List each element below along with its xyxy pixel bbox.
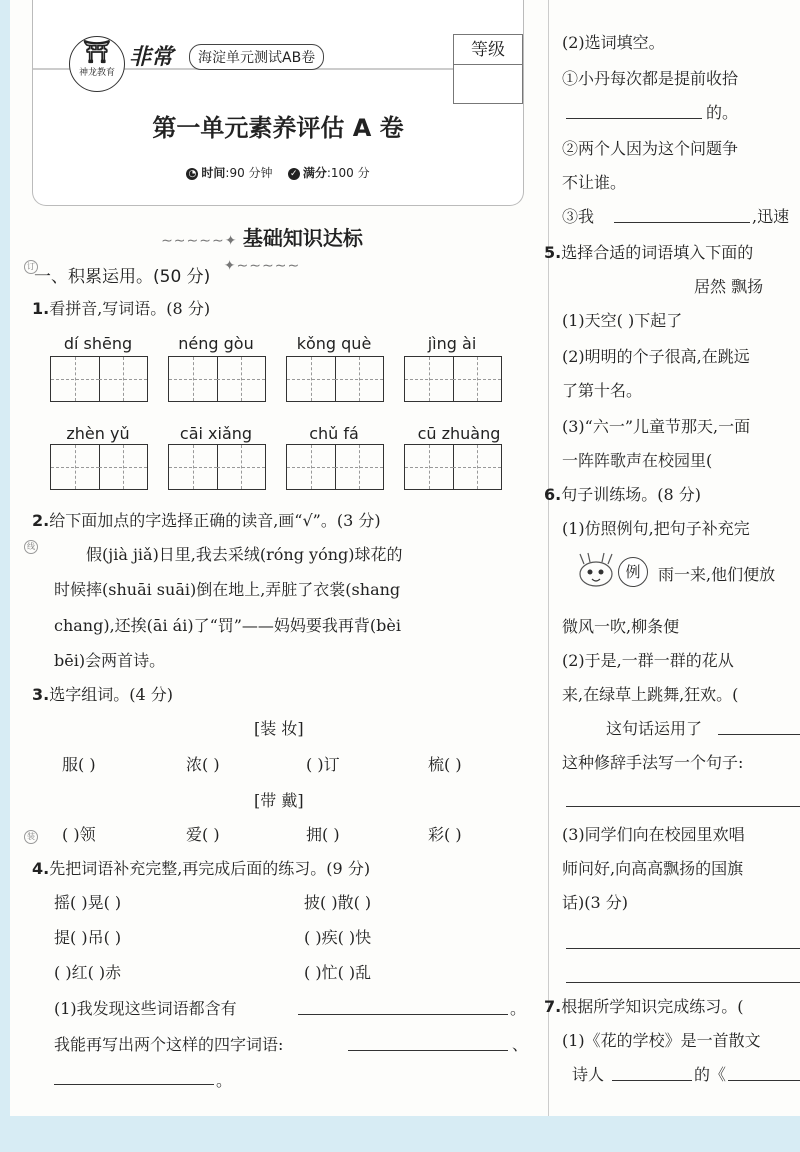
pinyin-label: dí shēng — [63, 334, 133, 353]
q5-sentence[interactable]: 一阵阵歌声在校园里( — [562, 451, 713, 470]
q4-fill-item-end: ,迅速 — [752, 207, 790, 226]
publisher-logo — [69, 36, 125, 92]
q3-text: 选字组词。(4 分) — [49, 685, 173, 704]
pinyin-label: cū zhuàng — [417, 424, 501, 443]
q7-heading — [544, 994, 743, 1017]
clock-icon: ◔ — [186, 168, 198, 180]
q6-sub: 这句话运用了 — [606, 719, 703, 738]
bottom-frame — [0, 1116, 800, 1152]
writing-grid[interactable] — [404, 444, 502, 490]
q4-fill-item-end: 的。 — [706, 103, 739, 122]
ornament-left: ∼∼∼∼∼✦ — [161, 233, 243, 249]
binding-holes — [24, 240, 36, 860]
answer-line[interactable] — [728, 1080, 800, 1081]
example-sentence: 雨一来,他们便放 — [658, 565, 776, 584]
answer-line[interactable] — [566, 948, 800, 949]
q6-sub: 来,在绿草上跳舞,狂欢。( — [562, 685, 739, 704]
q2-heading — [32, 508, 381, 531]
test-meta — [33, 164, 523, 181]
q6-sub: 这种修辞手法写一个句子: — [562, 753, 744, 772]
answer-line[interactable] — [718, 734, 800, 735]
writing-grid[interactable] — [50, 444, 148, 490]
writing-grid[interactable] — [404, 356, 502, 402]
mascot-illustration — [574, 552, 618, 590]
q4-fill-item: ②两个人因为这个问题争 — [562, 139, 739, 158]
q3-blank[interactable]: 浓( ) — [186, 755, 220, 774]
q4-blank[interactable]: 提( )吊( ) — [54, 928, 122, 947]
answer-line[interactable] — [298, 1014, 508, 1015]
q3-number: 3. — [32, 685, 50, 704]
q6-sub: 师问好,向高高飘扬的国旗 — [562, 859, 744, 878]
q5-word-bank: 居然 飘扬 — [694, 277, 764, 296]
q4-sub2-end: 。 — [216, 1071, 233, 1090]
q2-line: 假(jià jiǎ)日里,我去采绒(róng yóng)球花的 — [86, 545, 403, 564]
q2-number: 2. — [32, 511, 50, 530]
q4-blank[interactable]: ( )红( )赤 — [54, 963, 122, 982]
time-label: 时间 — [201, 166, 226, 180]
binding-hole: 订 — [24, 260, 38, 274]
q4-number: 4. — [32, 859, 50, 878]
pinyin-label: néng gòu — [178, 334, 254, 353]
q6-sub: (3)同学们向在校园里欢唱 — [562, 825, 745, 844]
answer-line[interactable] — [614, 222, 750, 223]
q4-blank[interactable]: ( )忙( )乱 — [304, 963, 372, 982]
writing-grid[interactable] — [168, 444, 266, 490]
q4-heading — [32, 856, 370, 879]
q5-sentence: 了第十名。 — [562, 381, 643, 400]
pinyin-label: jìng ài — [427, 334, 477, 353]
q1-text: 看拼音,写词语。(8 分) — [49, 299, 211, 318]
q4-blank[interactable]: 摇( )晃( ) — [54, 893, 122, 912]
q4-sub1: (1)我发现这些词语都含有 — [54, 999, 237, 1018]
binding-hole: 装 — [24, 830, 38, 844]
q5-sentence: (3)“六一”儿童节那天,一面 — [562, 417, 751, 436]
q6-number: 6. — [544, 485, 562, 504]
q3-group-label: [装 妆] — [254, 719, 304, 738]
q3-group-label: [带 戴] — [254, 791, 304, 810]
q4-sub2: 我能再写出两个这样的四字词语: — [54, 1035, 284, 1054]
q4-text: 先把词语补充完整,再完成后面的练习。(9 分) — [49, 859, 371, 878]
brand-script: 非常 — [129, 44, 174, 70]
q3-heading — [32, 682, 173, 705]
example-badge: 例 — [618, 557, 648, 587]
q2-text: 给下面加点的字选择正确的读音,画“√”。(3 分) — [49, 511, 381, 530]
score-label: 满分 — [302, 166, 327, 180]
q4-sub1-end: 。 — [510, 999, 527, 1018]
q7-number: 7. — [544, 997, 562, 1016]
answer-line[interactable] — [566, 806, 800, 807]
q3-blank[interactable]: ( )领 — [62, 825, 96, 844]
grade-box[interactable] — [453, 64, 523, 104]
q4-blank[interactable]: 披( )散( ) — [304, 893, 372, 912]
section-heading-text: 基础知识达标 — [242, 226, 363, 250]
q5-number: 5. — [544, 243, 562, 262]
q7-sub: 诗人 — [572, 1065, 605, 1084]
q4-blank[interactable]: ( )疾( )快 — [304, 928, 372, 947]
q6-sub: 微风一吹,柳条便 — [562, 617, 680, 636]
q6-text: 句子训练场。(8 分) — [561, 485, 701, 504]
q4-part2-title: (2)选词填空。 — [562, 33, 665, 52]
ornament-right: ✦∼∼∼∼∼ — [223, 258, 301, 274]
gate-icon: ⛩ — [83, 39, 111, 65]
q4-fill-item: ①小丹每次都是提前收拾 — [562, 69, 739, 88]
pinyin-label: cāi xiǎng — [179, 424, 253, 443]
time-value: :90 分钟 — [225, 166, 273, 180]
q1-heading — [32, 296, 210, 319]
answer-line[interactable] — [566, 118, 702, 119]
q2-line: chang),还挨(āi ái)了“罚”——妈妈要我再背(bèi — [54, 616, 401, 635]
q6-sub: (1)仿照例句,把句子补充完 — [562, 519, 750, 538]
pinyin-label: kǒng què — [296, 334, 372, 353]
page-title: 第一单元素养评估 A 卷 — [152, 114, 404, 142]
q3-blank[interactable]: 彩( ) — [428, 825, 462, 844]
pinyin-label: chǔ fá — [309, 424, 359, 443]
pinyin-label: zhèn yǔ — [66, 424, 130, 443]
writing-grid[interactable] — [50, 356, 148, 402]
q3-blank[interactable]: 爱( ) — [186, 825, 220, 844]
q5-sentence: (2)明明的个子很高,在跳远 — [562, 347, 750, 366]
q4-fill-item: ③我 — [562, 207, 595, 226]
q5-text: 选择合适的词语填入下面的 — [561, 243, 754, 262]
q1-number: 1. — [32, 299, 50, 318]
q3-blank[interactable]: ( )订 — [306, 755, 340, 774]
q3-blank[interactable]: 梳( ) — [428, 755, 462, 774]
grade-label: 等级 — [453, 34, 523, 65]
column-divider — [548, 0, 549, 1116]
paper-sheet — [10, 0, 800, 1116]
binding-hole: 线 — [24, 540, 38, 554]
check-icon: ✓ — [288, 168, 300, 180]
score-value: :100 分 — [326, 166, 370, 180]
q6-heading — [544, 482, 701, 505]
q3-blank[interactable]: 拥( ) — [306, 825, 340, 844]
q6-sub: 话)(3 分) — [562, 893, 628, 912]
test-header — [32, 0, 524, 206]
q7-text: 根据所学知识完成练习。( — [561, 997, 744, 1016]
answer-line[interactable] — [566, 982, 800, 983]
answer-line[interactable] — [54, 1084, 214, 1085]
q6-sub: (2)于是,一群一群的花从 — [562, 651, 734, 670]
logo-caption: 神龙教育 — [78, 68, 115, 78]
answer-line[interactable] — [612, 1080, 692, 1081]
writing-grid[interactable] — [286, 356, 384, 402]
answer-line[interactable] — [348, 1050, 508, 1051]
q2-line: bēi)会两首诗。 — [54, 651, 166, 670]
q4-sub2-sep: 、 — [512, 1035, 529, 1054]
writing-grid[interactable] — [286, 444, 384, 490]
writing-grid[interactable] — [168, 356, 266, 402]
q2-line: 时候摔(shuāi suāi)倒在地上,弄脏了衣裳(shang — [54, 580, 401, 599]
q4-fill-item-end: 不让谁。 — [562, 173, 627, 192]
q5-heading — [544, 240, 753, 263]
q7-sub: (1)《花的学校》是一首散文 — [562, 1031, 761, 1050]
brand-tag: 海淀单元测试AB卷 — [189, 44, 324, 70]
q7-sub: 的《 — [694, 1065, 727, 1084]
q5-sentence[interactable]: (1)天空( )下起了 — [562, 311, 683, 330]
q3-blank[interactable]: 服( ) — [62, 755, 96, 774]
part1-title: 一、积累运用。(50 分) — [34, 267, 211, 287]
